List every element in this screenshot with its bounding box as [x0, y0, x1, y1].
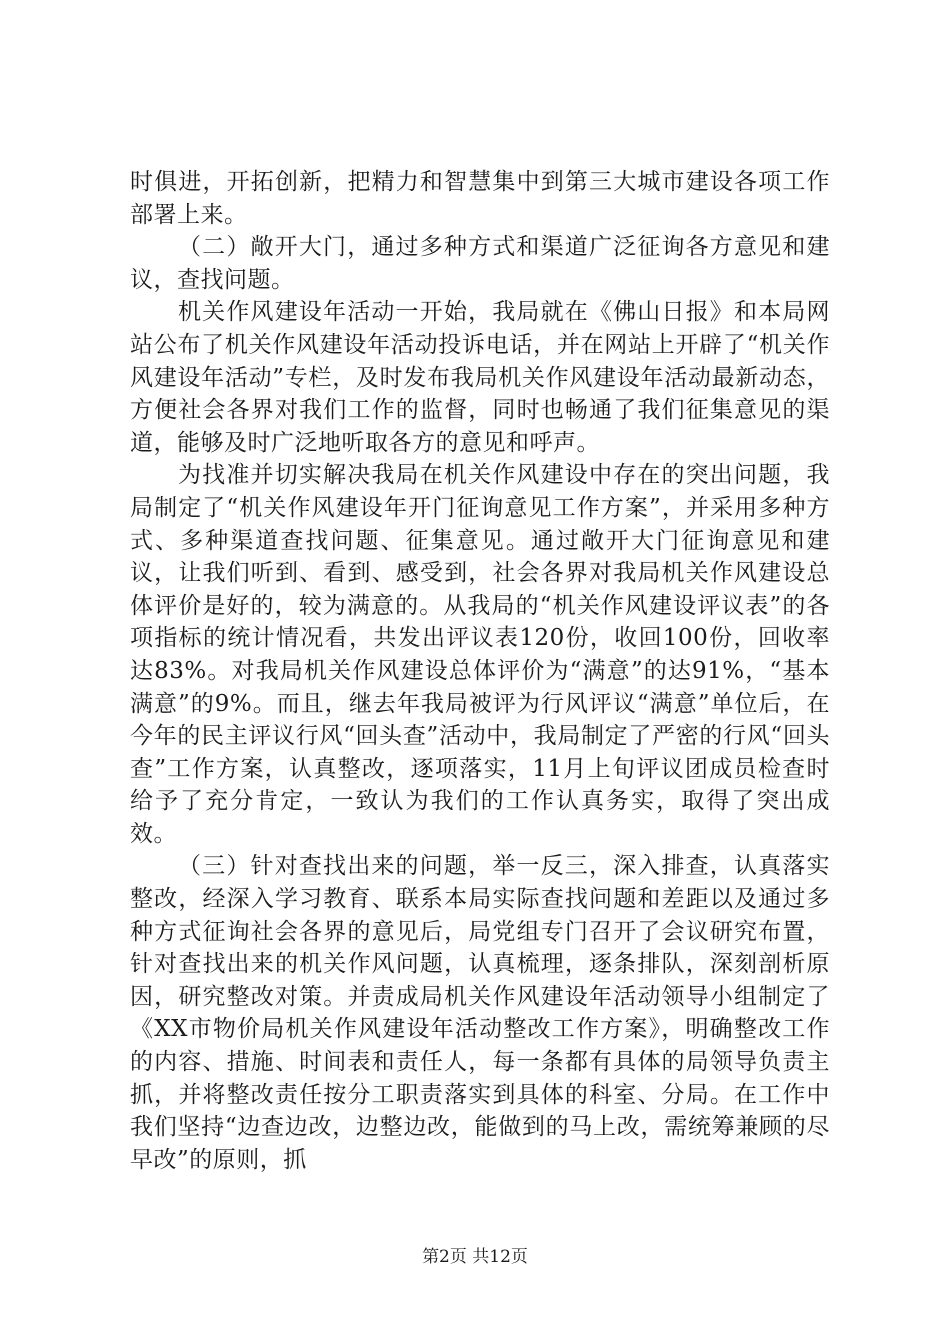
paragraph-continuation: 时俱进，开拓创新，把精力和智慧集中到第三大城市建设各项工作部署上来。 — [130, 169, 830, 228]
paragraph-section-two-heading: （二）敞开大门，通过多种方式和渠道广泛征询各方意见和建议，查找问题。 — [130, 234, 830, 293]
page-number-footer: 第2页 共12页 — [422, 1247, 528, 1267]
document-body — [130, 166, 830, 1176]
paragraph-survey-results: 为找准并切实解决我局在机关作风建设中存在的突出问题，我局制定了“机关作风建设年开门征询意见工作方案”，并采用多种方式、多种渠道查找问题、征集意见。通过敞开大门征询意见和建议，让我们听到、看到、感受到，社会各界对我局机关作风建设总体评价是好的，较为满意的。从我局的“机关作风建设评议表”的各项指标的统计情况看，共发出评议表120份，收回100份，回收率达83%。对我局机关作风建设总体评价为“满意”的达91%，“基本满意”的9%。而且，继去年我局被评为行风评议“满意”单位后，在今年的民主评议行风“回头查”活动中，我局制定了严密的行风“回头查”工作方案，认真整改，逐项落实，11月上旬评议团成员检查时给予了充分肯定，一致认为我们的工作认真务实，取得了突出成效。 — [130, 462, 830, 847]
paragraph-section-three: （三）针对查找出来的问题，举一反三，深入排查，认真落实整改，经深入学习教育、联系本局实际查找问题和差距以及通过多种方式征询社会各界的意见后，局党组专门召开了会议研究布置，针对查找出来的机关作风问题，认真梳理，逐条排队，深刻剖析原因，研究整改对策。并责成局机关作风建设年活动领导小组制定了《XX市物价局机关作风建设年活动整改工作方案》，明确整改工作的内容、措施、时间表和责任人，每一条都有具体的局领导负责主抓，并将整改责任按分工职责落实到具体的科室、分局。在工作中我们坚持“边查边改，边整边改，能做到的马上改，需统筹兼顾的尽早改”的原则，抓 — [130, 853, 830, 1173]
paragraph-complaint-hotline: 机关作风建设年活动一开始，我局就在《佛山日报》和本局网站公布了机关作风建设年活动投诉电话，并在网站上开辟了“机关作风建设年活动”专栏，及时发布我局机关作风建设年活动最新动态，方便社会各界对我们工作的监督，同时也畅通了我们征集意见的渠道，能够及时广泛地听取各方的意见和呼声。 — [130, 299, 830, 456]
